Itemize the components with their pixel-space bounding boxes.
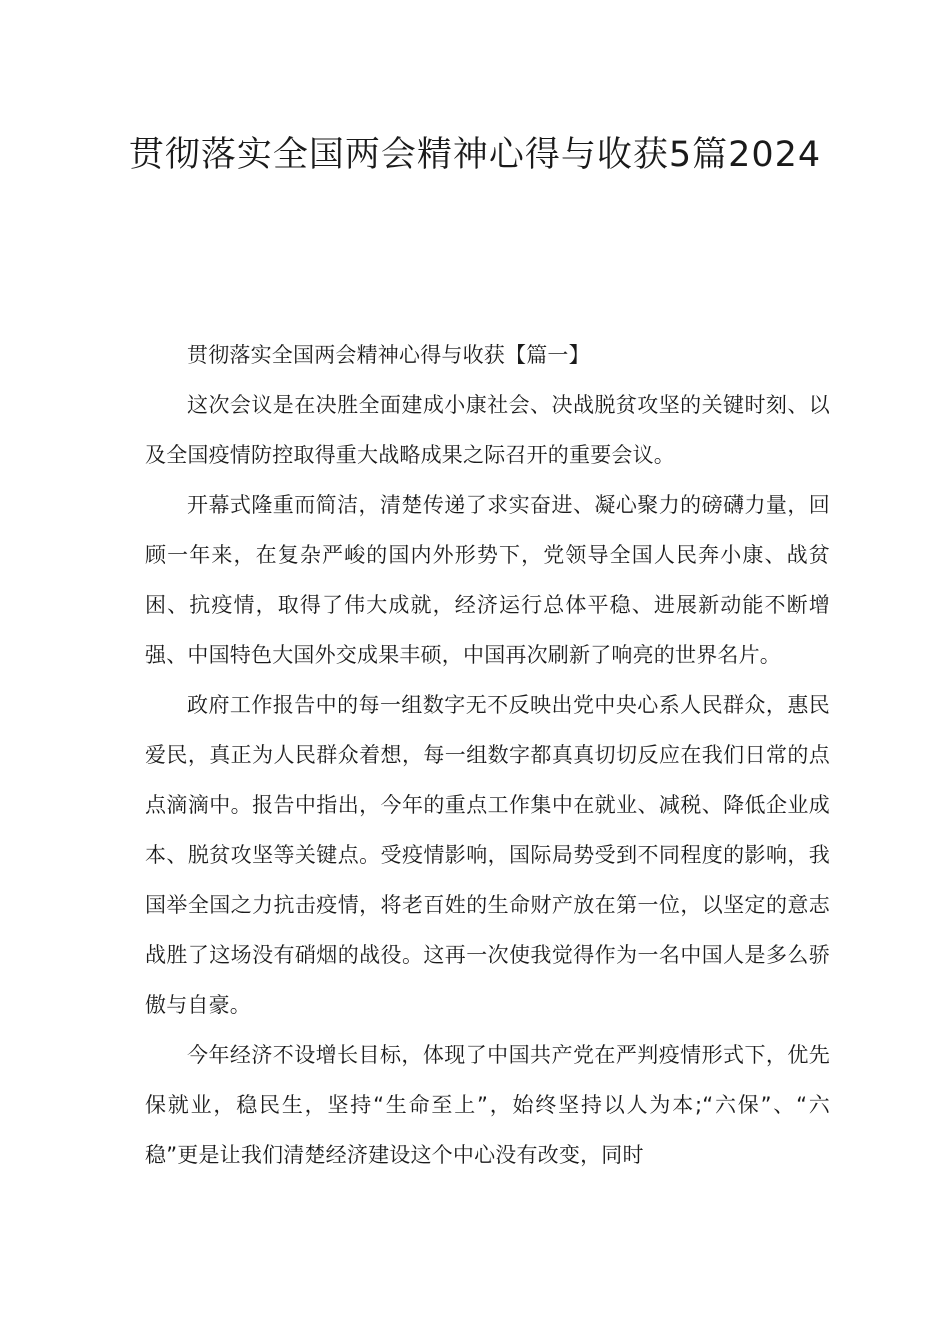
- paragraph-3: 政府工作报告中的每一组数字无不反映出党中央心系人民群众，惠民爱民，真正为人民群众着想，每一组数字都真真切切反应在我们日常的点点滴滴中。报告中指出，今年的重点工作集中在就业、减税、降低企业成本、脱贫攻坚等关键点。受疫情影响，国际局势受到不同程度的影响，我国举全国之力抗击疫情，将老百姓的生命财产放在第一位，以坚定的意志战胜了这场没有硝烟的战役。这再一次使我觉得作为一名中国人是多么骄傲与自豪。: [145, 693, 830, 1017]
- paragraph-1: 这次会议是在决胜全面建成小康社会、决战脱贫攻坚的关键时刻、以及全国疫情防控取得重大战略成果之际召开的重要会议。: [145, 393, 830, 467]
- section-heading: 贯彻落实全国两会精神心得与收获【篇一】: [187, 343, 590, 367]
- paragraph-4: 今年经济不设增长目标，体现了中国共产党在严判疫情形式下，优先保就业，稳民生，坚持“生命至上”，始终坚持以人为本;“六保”、“六稳”更是让我们清楚经济建设这个中心没有改变，同时: [145, 1043, 830, 1167]
- document-body: [145, 330, 830, 1180]
- paragraph-2: 开幕式隆重而简洁，清楚传递了求实奋进、凝心聚力的磅礴力量，回顾一年来，在复杂严峻的国内外形势下，党领导全国人民奔小康、战贫困、抗疫情，取得了伟大成就，经济运行总体平稳、进展新动能不断增强、中国特色大国外交成果丰硕，中国再次刷新了响亮的世界名片。: [145, 493, 830, 667]
- document-title: 贯彻落实全国两会精神心得与收获5篇2024: [128, 135, 822, 175]
